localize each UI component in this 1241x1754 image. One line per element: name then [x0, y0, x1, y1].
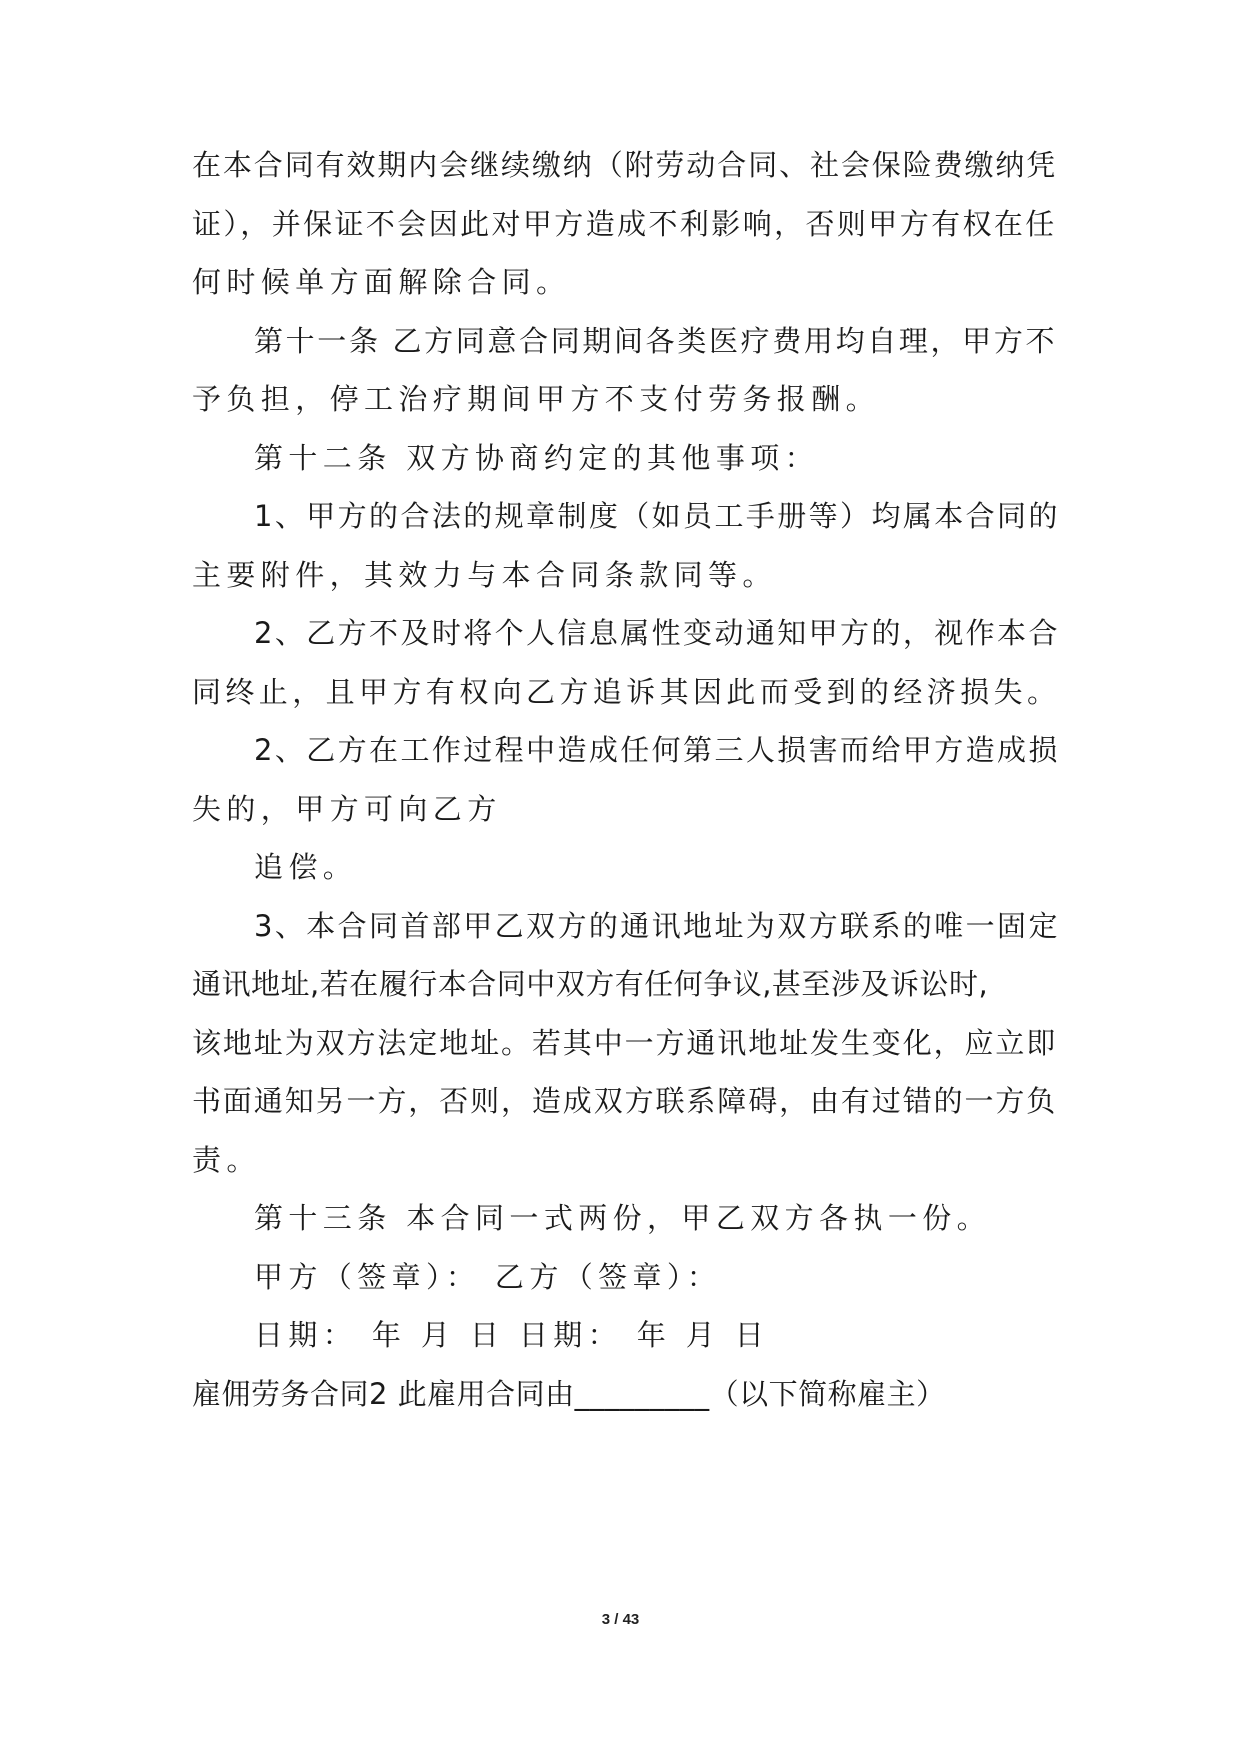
page-number: 3 / 43: [601, 1611, 640, 1628]
date-line: 日期： 年 月 日 日期： 年 月 日: [254, 1318, 770, 1352]
body-text-line: 通讯地址,若在履行本合同中双方有任何争议,甚至涉及诉讼时,: [192, 967, 989, 1001]
list-item: 1、甲方的合法的规章制度（如员工手册等）均属本合同的: [254, 499, 1060, 533]
body-text-line: 在本合同有效期内会继续缴纳（附劳动合同、社会保险费缴纳凭: [192, 148, 1058, 182]
clause-thirteen: 第十三条 本合同一式两份，甲乙双方各执一份。: [254, 1201, 992, 1235]
list-item: 2、乙方在工作过程中造成任何第三人损害而给甲方造成损: [254, 733, 1060, 767]
body-text-line: 同终止，且甲方有权向乙方追诉其因此而受到的经济损失。: [192, 675, 1061, 709]
body-text-line: 主要附件，其效力与本合同条款同等。: [192, 558, 777, 592]
body-text-line: 何时候单方面解除合同。: [192, 265, 571, 299]
body-text-line: 责。: [192, 1143, 261, 1177]
body-text-line: 书面通知另一方，否则，造成双方联系障碍，由有过错的一方负: [192, 1084, 1058, 1118]
clause-twelve: 第十二条 双方协商约定的其他事项：: [254, 441, 820, 475]
body-text-line: 予负担，停工治疗期间甲方不支付劳务报酬。: [192, 382, 881, 416]
list-item: 3、本合同首部甲乙双方的通讯地址为双方联系的唯一固定: [254, 909, 1060, 943]
body-text-line: 追偿。: [254, 850, 358, 884]
body-text-line: 失的，甲方可向乙方: [192, 792, 502, 826]
clause-eleven: 第十一条 乙方同意合同期间各类医疗费用均自理，甲方不: [254, 324, 1058, 358]
signature-line: 甲方（签章）： 乙方（签章）：: [254, 1260, 722, 1294]
contract-heading-line: 雇佣劳务合同2 此雇用合同由_________（以下简称雇主）: [192, 1377, 946, 1411]
body-text-line: 证），并保证不会因此对甲方造成不利影响，否则甲方有权在任: [192, 207, 1057, 241]
body-text-line: 该地址为双方法定地址。若其中一方通讯地址发生变化，应立即: [192, 1026, 1058, 1060]
list-item: 2、乙方不及时将个人信息属性变动通知甲方的，视作本合: [254, 616, 1060, 650]
